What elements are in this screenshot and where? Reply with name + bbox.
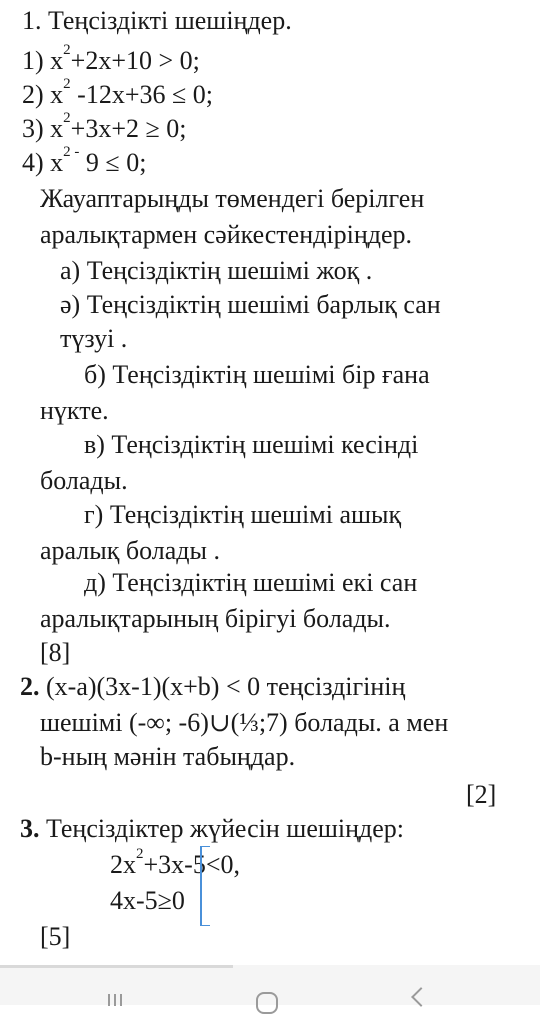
task3-title: 3. Теңсіздіктер жүйесін шешіңдер:: [20, 814, 405, 843]
option-v-line1: в) Теңсіздіктің шешімі кесінді: [84, 430, 419, 459]
task2-line1: 2. (x-a)(3x-1)(x+b) < 0 теңсіздігінің: [20, 672, 406, 701]
task1-instruction-line2: аралықтармен сәйкестендіріңдер.: [40, 220, 412, 249]
top-divider: [0, 0, 540, 2]
task1-marks: [8]: [40, 638, 71, 667]
task1-title: 1. Теңсіздікті шешіңдер.: [22, 6, 292, 35]
home-icon[interactable]: [256, 992, 278, 1014]
option-d-line2: аралықтарының бірігуі болады.: [40, 604, 391, 633]
task1-item-1: 1) $x^2+2x+10 > 0$;: [22, 42, 200, 75]
task3-equation-1: $2x^2+3x-5<0$,: [110, 846, 240, 879]
task1-item-2: 2) $x^2$ -12x+36 ≤ 0;: [22, 76, 213, 109]
task3-equation-2: 4x-5≥0: [110, 886, 185, 915]
task2-line3: b-ның мәнін табыңдар.: [40, 742, 296, 771]
option-ae-line2: түзуі .: [60, 324, 128, 353]
task2-line2: шешімі (-∞; -6)∪(⅓;7) болады. a мен: [40, 708, 449, 737]
option-a: а) Теңсіздіктің шешімі жоқ .: [60, 256, 373, 285]
option-v-line2: болады.: [40, 466, 128, 495]
scroll-indicator: [0, 965, 233, 968]
task2-marks: [2]: [466, 780, 497, 809]
option-b-line2: нүкте.: [40, 396, 109, 425]
task1-item-3: 3) $x^2+3x+2 \ge 0$;: [22, 110, 187, 143]
task1-instruction-line1: Жауаптарыңды төмендегі берілген: [40, 184, 425, 213]
recents-icon[interactable]: [108, 994, 128, 1004]
option-b-line1: б) Теңсіздіктің шешімі бір ғана: [84, 360, 430, 389]
option-g-line1: г) Теңсіздіктің шешімі ашық: [84, 500, 402, 529]
option-d-line1: д) Теңсіздіктің шешімі екі сан: [84, 568, 418, 597]
task2-number: 2.: [20, 672, 40, 701]
task3-number: 3.: [20, 814, 40, 843]
system-bracket: [200, 846, 210, 926]
task1-item-4: 4) $x^{2 -}$ 9 ≤ 0;: [22, 144, 147, 177]
option-ae-line1: ә) Теңсіздіктің шешімі барлық сан: [60, 290, 441, 319]
option-g-line2: аралық болады .: [40, 536, 220, 565]
task3-marks: [5]: [40, 922, 71, 951]
